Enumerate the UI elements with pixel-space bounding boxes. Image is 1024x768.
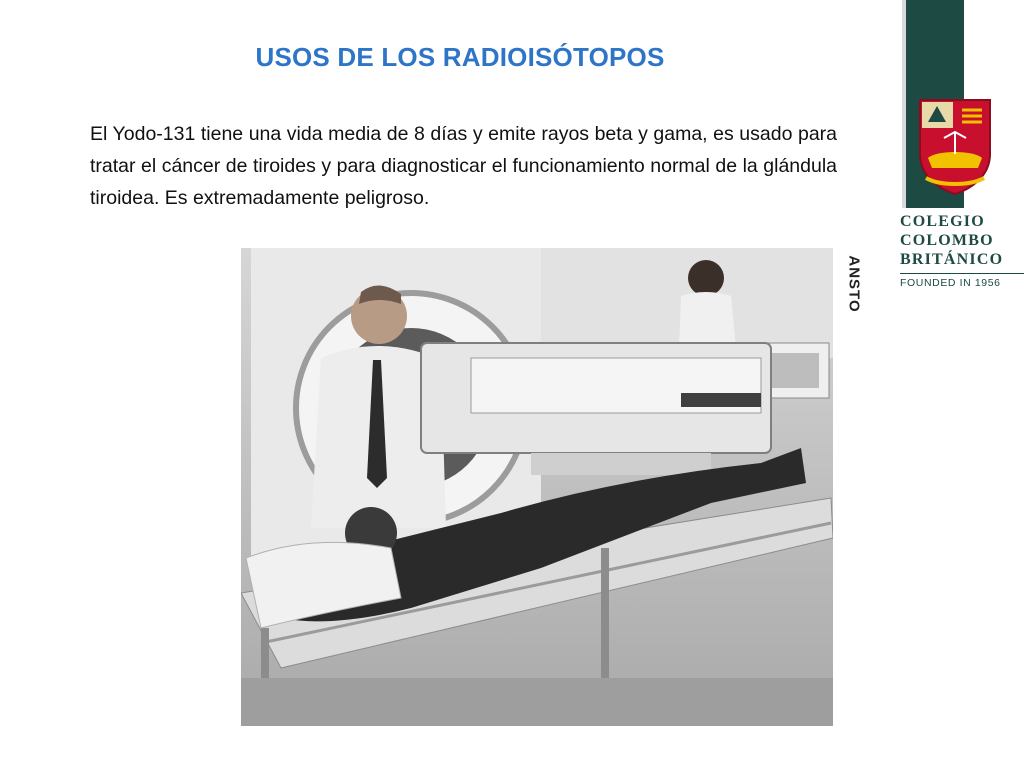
- school-name-line1: COLEGIO: [900, 213, 985, 230]
- founded-text: FOUNDED IN 1956: [900, 273, 1024, 289]
- school-name-line3: BRITÁNICO: [900, 251, 1004, 268]
- school-name-line2: COLOMBO: [900, 232, 994, 249]
- school-crest-logo: [916, 96, 994, 196]
- slide-title: USOS DE LOS RADIOISÓTOPOS: [255, 42, 665, 72]
- photo-watermark: [843, 248, 865, 320]
- body-paragraph: El Yodo-131 tiene una vida media de 8 días y emite rayos beta y gama, es usado para tratar el cáncer de tiroides y para diagnosticar el funcionamiento normal de la glándula tiroidea. Es extremadamente peligroso.: [90, 123, 837, 209]
- medical-scanner-photo: [241, 248, 833, 726]
- watermark-text: ANSTO: [845, 255, 863, 313]
- school-name: [900, 212, 1024, 269]
